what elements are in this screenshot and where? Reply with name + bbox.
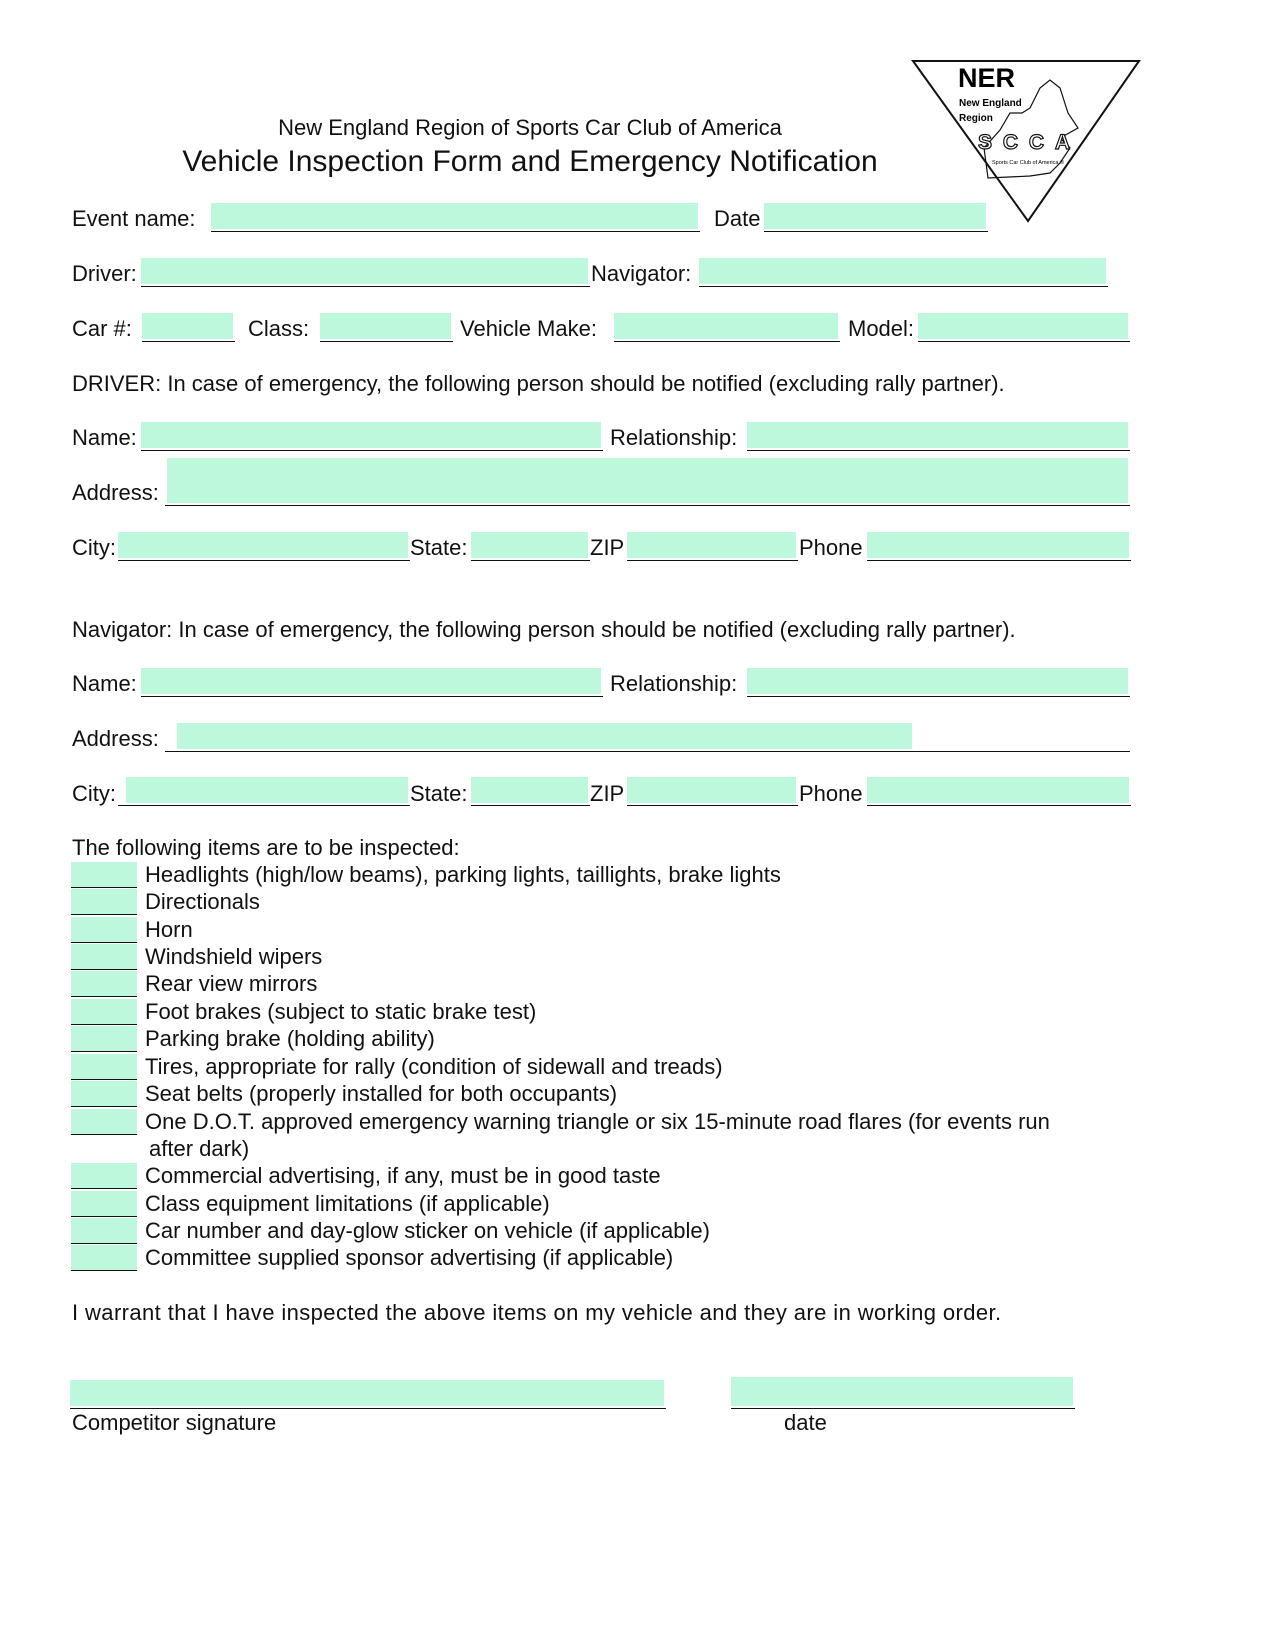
navigator-contact-city-label: City: — [72, 781, 116, 806]
event-date-label: Date — [714, 206, 761, 231]
navigator-field[interactable] — [699, 258, 1108, 287]
inspection-check-field[interactable] — [71, 1054, 137, 1080]
inspection-check-field[interactable] — [71, 1163, 137, 1189]
inspection-item-label: Tires, appropriate for rally (condition of sidewall and treads) — [145, 1054, 723, 1079]
driver-contact-relationship-label: Relationship: — [610, 425, 738, 450]
navigator-contact-state-field[interactable] — [471, 777, 590, 806]
navigator-contact-phone-label: Phone — [799, 781, 863, 806]
form-title: Vehicle Inspection Form and Emergency Notification — [182, 145, 878, 178]
inspection-item-label: Headlights (high/low beams), parking lights, taillights, brake lights — [145, 862, 781, 887]
inspection-check-field[interactable] — [71, 1191, 137, 1217]
inspection-check-field[interactable] — [71, 862, 137, 888]
navigator-label: Navigator: — [591, 261, 692, 286]
svg-text:NER: NER — [958, 63, 1016, 93]
class-label: Class: — [248, 316, 310, 341]
driver-contact-address-label: Address: — [72, 480, 159, 505]
class-field[interactable] — [320, 313, 453, 342]
inspection-item-continuation: after dark) — [149, 1136, 250, 1161]
navigator-contact-phone-field[interactable] — [867, 777, 1131, 806]
model-label: Model: — [848, 316, 915, 341]
inspection-item-label: Windshield wipers — [145, 944, 323, 969]
navigator-contact-zip-label: ZIP — [590, 781, 625, 806]
navigator-contact-address-field[interactable] — [165, 723, 1130, 752]
navigator-contact-city-field[interactable] — [118, 777, 410, 806]
warranty-statement: I warrant that I have inspected the above items on my vehicle and they are in working order. — [72, 1300, 1002, 1325]
event-name-field[interactable] — [211, 203, 700, 232]
inspection-item-label: Committee supplied sponsor advertising (if applicable) — [145, 1245, 674, 1270]
vehicle-make-label: Vehicle Make: — [460, 316, 597, 341]
driver-contact-city-label: City: — [72, 535, 116, 560]
inspection-item-label: Car number and day-glow sticker on vehicle (if applicable) — [145, 1218, 710, 1243]
car-number-label: Car #: — [72, 316, 132, 341]
driver-label: Driver: — [72, 261, 137, 286]
driver-contact-state-field[interactable] — [471, 532, 590, 561]
navigator-contact-name-label: Name: — [72, 671, 137, 696]
vehicle-make-field[interactable] — [614, 313, 840, 342]
car-number-field[interactable] — [142, 313, 235, 342]
driver-field[interactable] — [141, 258, 590, 287]
navigator-contact-address-label: Address: — [72, 726, 159, 751]
driver-emergency-heading: DRIVER: In case of emergency, the following person should be notified (excluding rally partner). — [72, 371, 1005, 396]
inspection-check-field[interactable] — [71, 1245, 137, 1271]
driver-contact-name-label: Name: — [72, 425, 137, 450]
navigator-emergency-heading: Navigator: In case of emergency, the following person should be notified (excluding rally partner). — [72, 617, 1016, 642]
navigator-contact-relationship-label: Relationship: — [610, 671, 738, 696]
inspection-item-label: Class equipment limitations (if applicable) — [145, 1191, 550, 1216]
signature-date-label: date — [784, 1410, 827, 1435]
driver-contact-address-field[interactable] — [165, 458, 1130, 506]
competitor-signature-label: Competitor signature — [72, 1410, 277, 1435]
navigator-contact-zip-field[interactable] — [627, 777, 798, 806]
competitor-signature-field[interactable] — [70, 1380, 666, 1409]
driver-contact-phone-label: Phone — [799, 535, 863, 560]
navigator-contact-state-label: State: — [410, 781, 468, 806]
event-date-field[interactable] — [764, 203, 988, 232]
inspection-item-label: Parking brake (holding ability) — [145, 1026, 435, 1051]
svg-text:SCCA: SCCA — [978, 131, 1070, 154]
inspection-item-label: Rear view mirrors — [145, 971, 318, 996]
navigator-contact-name-field[interactable] — [141, 668, 603, 697]
driver-contact-state-label: State: — [410, 535, 468, 560]
inspection-check-field[interactable] — [71, 1026, 137, 1052]
driver-contact-name-field[interactable] — [141, 422, 603, 451]
inspection-item-label: Seat belts (properly installed for both occupants) — [145, 1081, 618, 1106]
inspection-check-field[interactable] — [71, 1081, 137, 1107]
driver-contact-city-field[interactable] — [118, 532, 410, 561]
inspection-check-field[interactable] — [71, 971, 137, 997]
inspection-item-label: Foot brakes (subject to static brake test) — [145, 999, 537, 1024]
org-name: New England Region of Sports Car Club of America — [278, 115, 782, 140]
driver-contact-zip-label: ZIP — [590, 535, 625, 560]
navigator-contact-relationship-field[interactable] — [747, 668, 1130, 697]
inspection-heading: The following items are to be inspected: — [72, 835, 460, 860]
driver-contact-phone-field[interactable] — [867, 532, 1131, 561]
inspection-item-label: Directionals — [145, 889, 260, 914]
inspection-check-field[interactable] — [71, 917, 137, 943]
model-field[interactable] — [918, 313, 1130, 342]
driver-contact-zip-field[interactable] — [627, 532, 798, 561]
inspection-item-label: One D.O.T. approved emergency warning triangle or six 15-minute road flares (for events run — [145, 1109, 1050, 1134]
inspection-item-label: Horn — [145, 917, 193, 942]
signature-date-field[interactable] — [731, 1377, 1075, 1409]
inspection-check-field[interactable] — [71, 999, 137, 1025]
inspection-check-field[interactable] — [71, 889, 137, 915]
svg-text:Sports Car Club of America ®: Sports Car Club of America ® — [992, 160, 1064, 166]
svg-text:Region: Region — [959, 113, 993, 124]
ner-scca-logo — [910, 58, 1142, 226]
event-name-label: Event name: — [72, 206, 196, 231]
inspection-check-field[interactable] — [71, 1109, 137, 1135]
svg-text:New England: New England — [959, 98, 1022, 109]
driver-contact-relationship-field[interactable] — [747, 422, 1130, 451]
inspection-item-label: Commercial advertising, if any, must be in good taste — [145, 1163, 661, 1188]
inspection-check-field[interactable] — [71, 944, 137, 970]
inspection-check-field[interactable] — [71, 1218, 137, 1244]
